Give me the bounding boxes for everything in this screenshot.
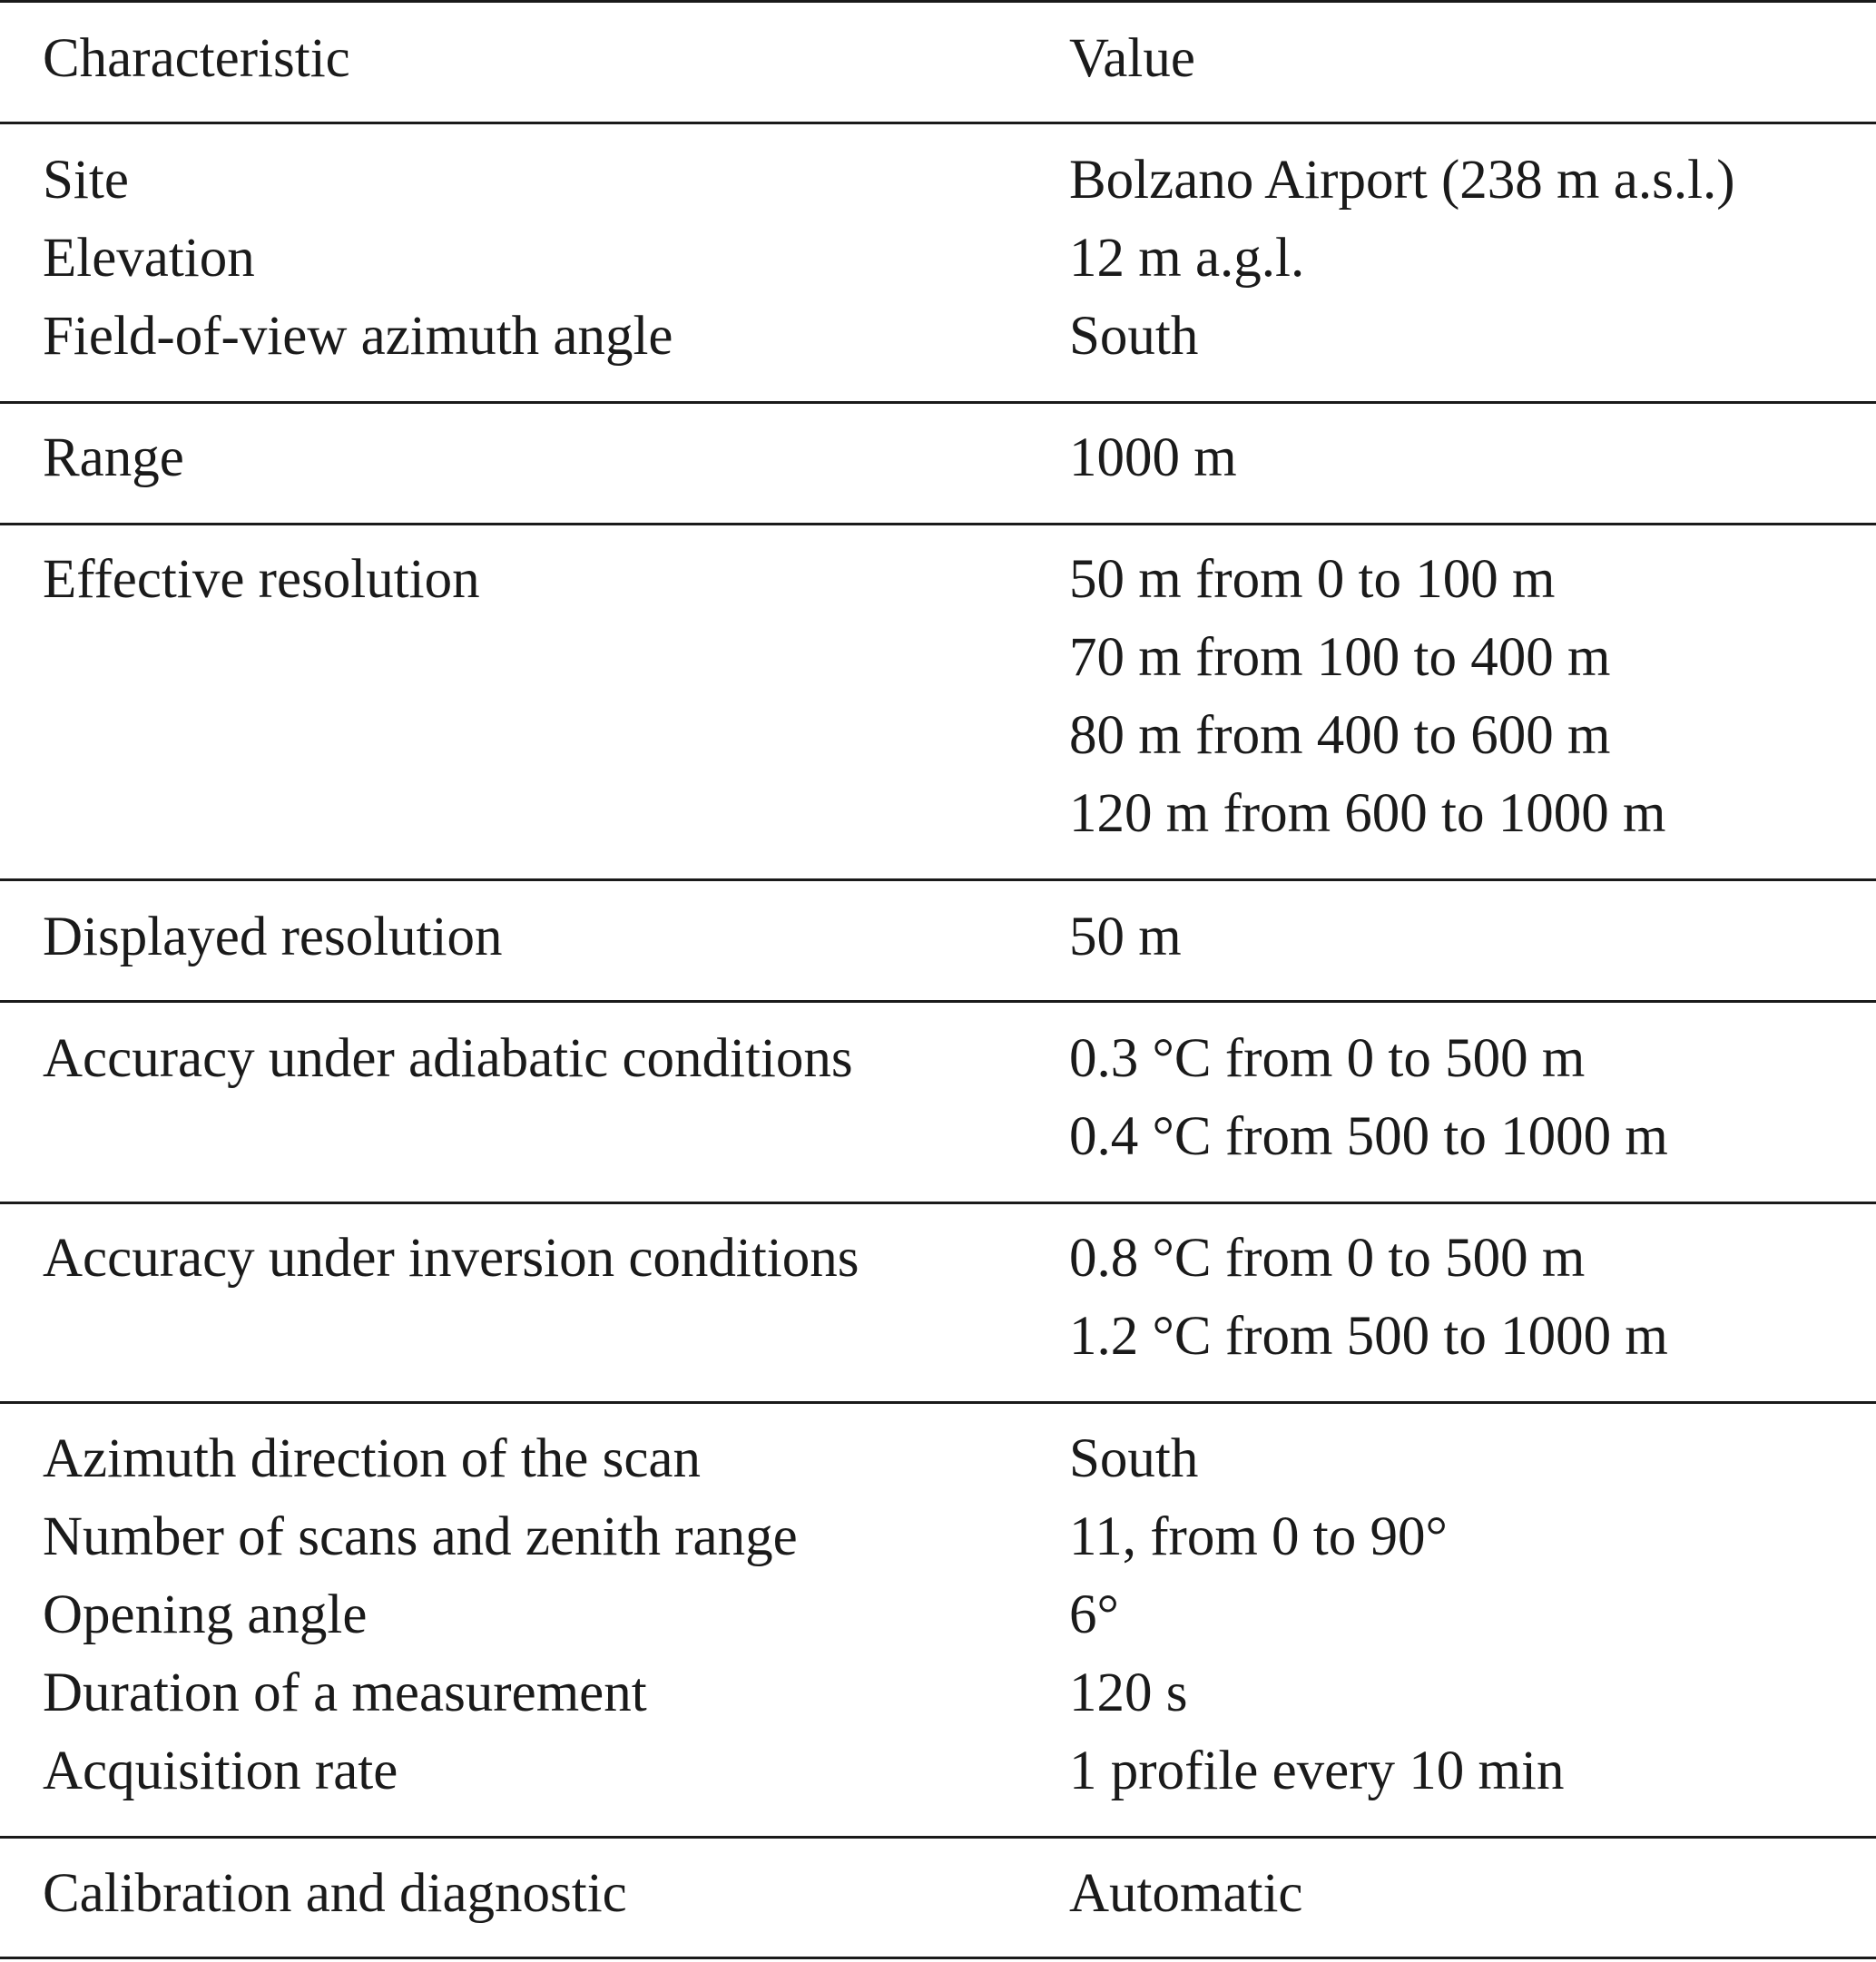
section-rule xyxy=(0,401,1876,404)
row-value: 1.2 °C from 500 to 1000 m xyxy=(1069,1306,1668,1367)
row-label: Range xyxy=(43,427,184,488)
row-value: 11, from 0 to 90° xyxy=(1069,1506,1448,1567)
row-value: South xyxy=(1069,1428,1199,1489)
row-label: Azimuth direction of the scan xyxy=(43,1428,702,1489)
row-label: Elevation xyxy=(43,228,255,289)
row-value: 1000 m xyxy=(1069,427,1237,488)
section-rule xyxy=(0,1202,1876,1204)
row-label: Calibration and diagnostic xyxy=(43,1863,627,1924)
row-label: Opening angle xyxy=(43,1584,368,1645)
row-label: Number of scans and zenith range xyxy=(43,1506,798,1567)
header-value: Value xyxy=(1069,28,1195,89)
header-characteristic: Characteristic xyxy=(43,28,350,89)
row-value: 50 m xyxy=(1069,907,1182,967)
row-value: 12 m a.g.l. xyxy=(1069,228,1305,289)
header-rule xyxy=(0,122,1876,124)
row-value: Automatic xyxy=(1069,1863,1303,1924)
section-rule xyxy=(0,523,1876,525)
row-value: South xyxy=(1069,306,1199,367)
row-label: Accuracy under adiabatic conditions xyxy=(43,1028,853,1089)
row-value: 70 m from 100 to 400 m xyxy=(1069,627,1611,688)
row-value: 1 profile every 10 min xyxy=(1069,1741,1565,1801)
row-value: 120 s xyxy=(1069,1663,1188,1723)
row-label: Effective resolution xyxy=(43,549,480,610)
row-label: Site xyxy=(43,150,129,211)
row-value: 0.8 °C from 0 to 500 m xyxy=(1069,1228,1586,1289)
section-rule xyxy=(0,878,1876,881)
row-label: Accuracy under inversion conditions xyxy=(43,1228,859,1289)
row-value: 120 m from 600 to 1000 m xyxy=(1069,783,1666,844)
row-value: 6° xyxy=(1069,1584,1119,1645)
row-value: 50 m from 0 to 100 m xyxy=(1069,549,1556,610)
section-rule xyxy=(0,1000,1876,1003)
row-label: Displayed resolution xyxy=(43,907,503,967)
section-rule xyxy=(0,1401,1876,1404)
table-bottom-rule xyxy=(0,1957,1876,1959)
row-label: Duration of a measurement xyxy=(43,1663,647,1723)
row-label: Field-of-view azimuth angle xyxy=(43,306,673,367)
row-value: 0.3 °C from 0 to 500 m xyxy=(1069,1028,1586,1089)
table-top-rule xyxy=(0,0,1876,3)
section-rule xyxy=(0,1836,1876,1839)
row-value: 80 m from 400 to 600 m xyxy=(1069,705,1611,766)
row-value: Bolzano Airport (238 m a.s.l.) xyxy=(1069,150,1735,211)
row-value: 0.4 °C from 500 to 1000 m xyxy=(1069,1106,1668,1167)
row-label: Acquisition rate xyxy=(43,1741,398,1801)
